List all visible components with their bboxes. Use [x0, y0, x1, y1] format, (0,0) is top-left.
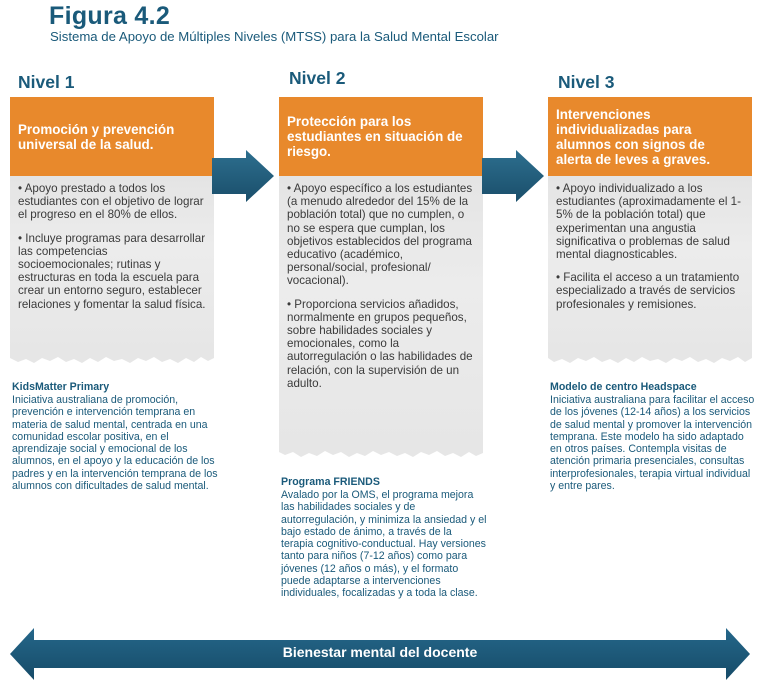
level-2-bullet-2: • Proporciona servicios añadidos, normalmente en grupos pequeños, sobre habilidades sociales y emocionales, como la autorregulación o las habilidades de relación, con la supervisión de un adulto.: [287, 297, 473, 390]
level-1-heading: Promoción y prevención universal de la salud.: [18, 121, 175, 152]
level-1-torn-edge: [10, 353, 214, 367]
level-3-bullet-2: • Facilita el acceso a un tratamiento especializado a través de servicios profesionales y remisiones.: [556, 271, 740, 311]
level-2-example-title: Programa FRIENDS: [281, 476, 380, 488]
level-3-torn-edge: [548, 353, 752, 367]
level-2-example-text: Avalado por la OMS, el programa mejora las habilidades sociales y de autorregulación, y minimiza la ansiedad y el bajo estado de ánimo, a través de la terapia cognitivo-conductual. Hay versiones tanto para niños (7-12 años) como para jóvenes (12 años o más), y el formato puede adaptarse a intervenciones individuales, focalizadas y a toda la clase.: [281, 489, 487, 600]
level-3-heading: Intervenciones individualizadas para alumnos con signos de alerta de leves a graves.: [556, 106, 711, 167]
level-3-example-text: Iniciativa australiana para facilitar el acceso de los jóvenes (12-14 años) a los servicios de salud mental y promover la intervención temprana. Este modelo ha sido adaptado en otros países. Contempla visitas de atención primaria presenciales, consultas interprofesionales, terapia virtual individual y entre pares.: [550, 394, 755, 493]
figure-subtitle: Sistema de Apoyo de Múltiples Niveles (MTSS) para la Salud Mental Escolar: [50, 29, 499, 44]
level-1-bullet-1: • Apoyo prestado a todos los estudiantes con el objetivo de lograr el progreso en el 80% de ellos.: [18, 182, 204, 222]
teacher-wellbeing-label: Bienestar mental del docente: [282, 644, 478, 660]
level-1-to-2-arrow-icon: [212, 150, 274, 202]
level-1-bullet-2: • Incluye programas para desarrollar las competencias socioemocionales; rutinas y estructuras en toda la escuela para crear un entorno seguro, establecer relaciones y fomentar la salud física.: [18, 231, 206, 311]
level-1-example-text: Iniciativa australiana de promoción, prevención e intervención temprana en materia de salud mental, centrada en una comunidad escolar positiva, en el aprendizaje social y emocional de los alumnos, en el apoyo y la educación de los padres y en la intervención temprana de los alumnos con dificultades de salud mental.: [12, 394, 218, 493]
level-1-label: Nivel 1: [18, 72, 75, 92]
level-1-heading-box: [10, 97, 214, 176]
level-2-heading-box: [279, 97, 483, 176]
level-1-example-title: KidsMatter Primary: [12, 381, 110, 393]
level-1-bullets-box: [10, 176, 214, 354]
level-2-bullets-box: [279, 176, 483, 448]
level-3-heading-box: [548, 97, 752, 176]
level-3-bullets-box: [548, 176, 752, 354]
level-3-example-title: Modelo de centro Headspace: [550, 381, 697, 393]
level-3-label: Nivel 3: [558, 72, 615, 92]
level-2-to-3-arrow-icon: [482, 150, 544, 202]
level-2-bullet-1: • Apoyo específico a los estudiantes (a menudo alrededor del 15% de la población total) que no cumplen, o no se espera que cumplan, los objetivos establecidos del programa educativo (académico, personal/social, profesional/ vocacional).: [287, 182, 473, 288]
figure-title: Figura 4.2: [49, 2, 171, 30]
level-2-heading: Protección para los estudiantes en situación de riesgo.: [287, 114, 463, 159]
level-2-label: Nivel 2: [289, 68, 346, 88]
level-3-bullet-1: • Apoyo individualizado a los estudiantes (aproximadamente el 1-5% de la población total) que experimentan una angustia significativa o problemas de salud mental diagnosticables.: [556, 182, 741, 262]
level-2-torn-edge: [279, 447, 483, 461]
